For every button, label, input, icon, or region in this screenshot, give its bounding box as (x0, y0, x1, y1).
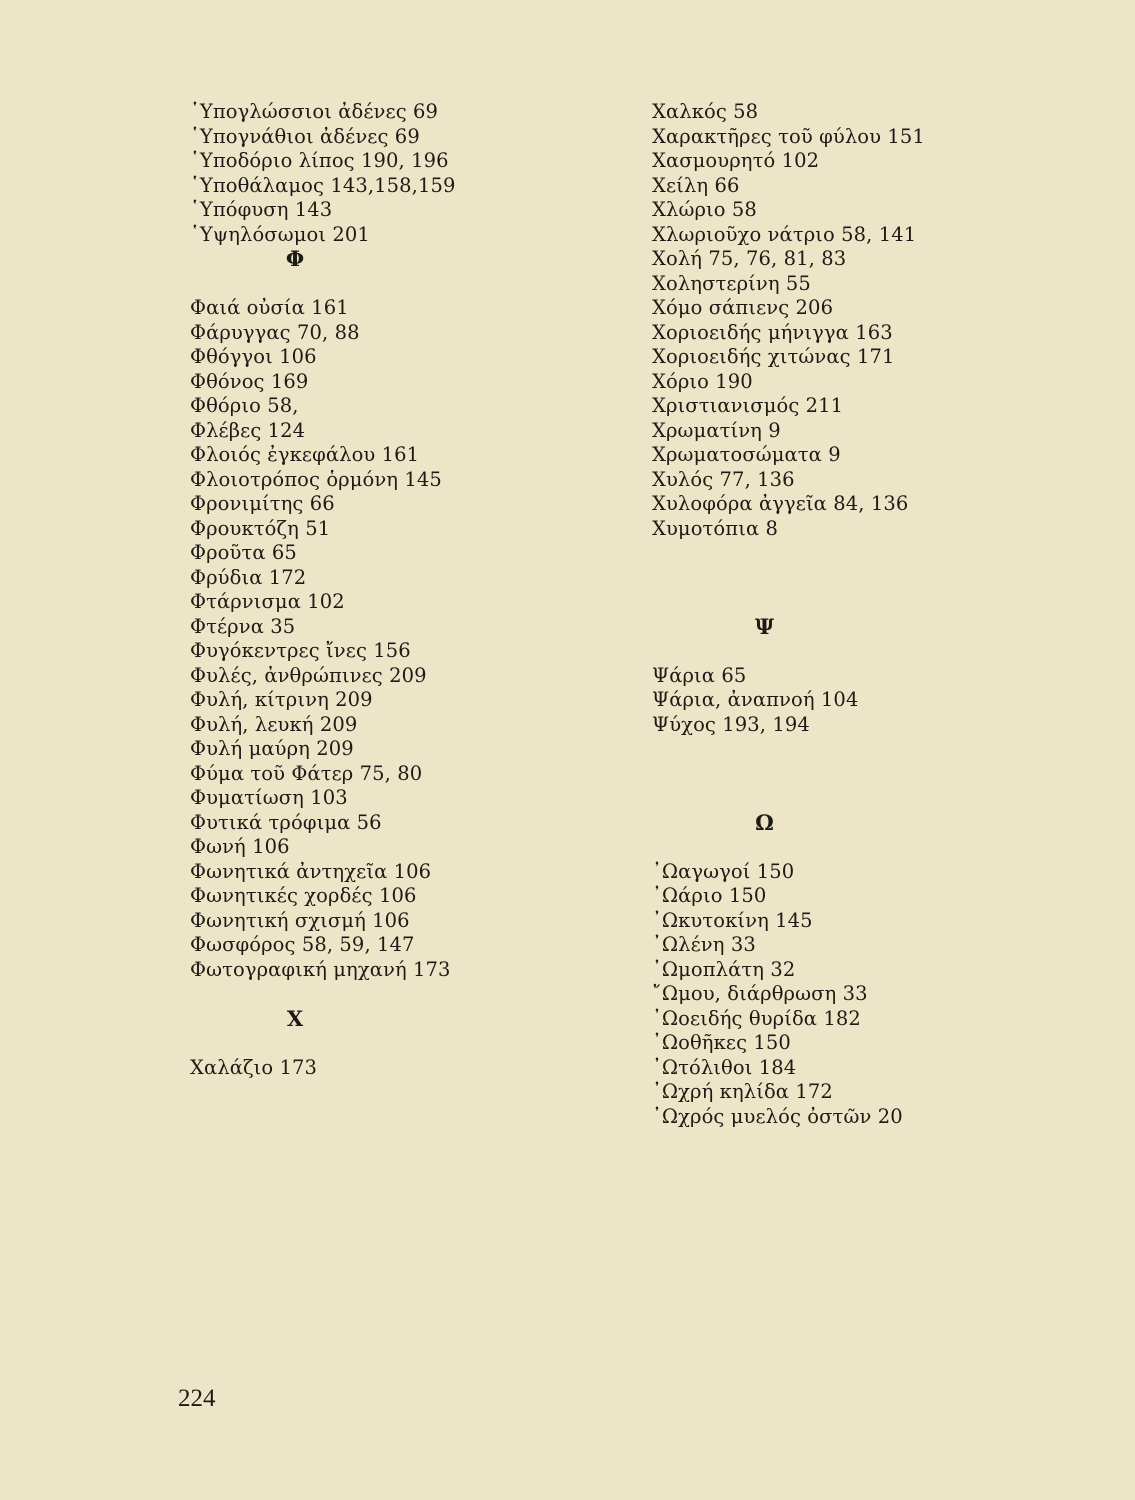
right-column (652, 100, 1092, 1129)
index-entry: Ψάρια 65 (652, 663, 747, 687)
index-entry: ῾Υπογλώσσιοι ἀδένες 69 (190, 100, 439, 123)
index-entry: ᾿Ωοθῆκες 150 (652, 1031, 791, 1054)
index-entry: Χριστιανισμός 211 (652, 394, 844, 417)
index-entry: Φλοιοτρόπος ὁρμόνη 145 (190, 467, 442, 491)
index-entry: ᾿Ωοειδής θυρίδα 182 (652, 1006, 861, 1030)
index-entry: Χαλκός 58 (652, 100, 759, 123)
spacer (652, 590, 1092, 615)
index-entry: Χλωριοῦχο νάτριο 58, 141 (652, 222, 917, 246)
group-chi (190, 1056, 610, 1081)
index-entry: Φαιά οὐσία 161 (190, 296, 349, 319)
index-entry: Φτάρνισμα 102 (190, 590, 345, 613)
spacer (652, 639, 1092, 664)
index-entry: ῎Ωμου, διάρθρωση 33 (652, 982, 868, 1005)
spacer (190, 1031, 610, 1056)
spacer (190, 272, 610, 297)
index-entry: ᾿Ωχρή κηλίδα 172 (652, 1080, 833, 1103)
group-upsilon (190, 100, 610, 247)
index-entry: Φθόνος 169 (190, 369, 309, 393)
index-entry: ᾿Ωχρός μυελός ὀστῶν 20 (652, 1104, 903, 1128)
index-entry: ῾Υψηλόσωμοι 201 (190, 222, 370, 246)
index-entry: Χολή 75, 76, 81, 83 (652, 247, 847, 270)
index-entry: Χυλοφόρα ἀγγεῖα 84, 136 (652, 492, 909, 515)
group-chi-continued (652, 100, 1092, 541)
index-entry: ῾Υποδόριο λίπος 190, 196 (190, 149, 449, 172)
index-entry: Φρονιμίτης 66 (190, 492, 335, 515)
index-entry: ᾿Ωτόλιθοι 184 (652, 1055, 797, 1079)
section-heading-psi: Ψ (754, 613, 775, 639)
spacer (190, 982, 610, 1007)
index-entry: Φωτογραφική μηχανή 173 (190, 957, 451, 981)
left-column (190, 100, 610, 1080)
group-omega (652, 860, 1092, 1130)
index-entry: Χυλός 77, 136 (652, 467, 795, 491)
index-entry: ῾Υποθάλαμος 143,158,159 (190, 173, 456, 197)
index-entry: Φρουκτόζη 51 (190, 516, 331, 540)
index-entry: ᾿Ωκυτοκίνη 145 (652, 908, 813, 932)
index-entry: Φυλή μαύρη 209 (190, 737, 354, 760)
index-entry: Χρωματίνη 9 (652, 418, 781, 442)
index-entry: Ψάρια, ἀναπνοή 104 (652, 688, 859, 711)
index-entry: Χαρακτῆρες τοῦ φύλου 151 (652, 124, 925, 148)
index-entry: Φωνητικές χορδές 106 (190, 884, 417, 907)
index-entry: Φθόγγοι 106 (190, 345, 317, 368)
index-entry: Χείλη 66 (652, 173, 740, 197)
spacer (652, 835, 1092, 860)
index-entry: ᾿Ωμοπλάτη 32 (652, 957, 796, 981)
index-entry: Φροῦτα 65 (190, 541, 297, 564)
index-entry: Φωνητικά ἀντηχεῖα 106 (190, 859, 432, 883)
index-entry: ᾿Ωλένη 33 (652, 933, 756, 956)
index-entry: Χόμο σάπιενς 206 (652, 296, 834, 319)
index-entry: Φωνή 106 (190, 835, 290, 858)
group-phi (190, 296, 610, 982)
index-entry: Χασμουρητό 102 (652, 149, 820, 172)
section-heading-phi: Φ (285, 246, 305, 271)
index-entry: Χοριοειδής μήνιγγα 163 (652, 320, 893, 344)
index-entry: Χαλάζιο 173 (190, 1055, 318, 1079)
index-entry: Φλέβες 124 (190, 418, 306, 442)
index-entry: Ψύχος 193, 194 (652, 712, 810, 736)
section-heading-omega: Ω (755, 809, 774, 835)
index-entry: Φάρυγγας 70, 88 (190, 320, 360, 344)
spacer (652, 786, 1092, 811)
index-entry: ῾Υπόφυση 143 (190, 198, 333, 221)
index-entry: ᾿Ωάριο 150 (652, 884, 767, 907)
index-entry: Χόριο 190 (652, 369, 753, 393)
index-entry: Φλοιός ἐγκεφάλου 161 (190, 443, 420, 466)
index-entry: Φυματίωση 103 (190, 786, 348, 809)
index-entry: Φωνητική σχισμή 106 (190, 908, 410, 932)
index-entry: Φυλές, ἀνθρώπινες 209 (190, 663, 427, 687)
index-entry: Φυλή, λευκή 209 (190, 712, 358, 736)
section-heading-chi: X (286, 1005, 304, 1031)
index-entry: Χυμοτόπια 8 (652, 516, 779, 540)
page-number: 224 (178, 1385, 216, 1412)
index-entry: ῾Υπογνάθιοι ἀδένες 69 (190, 124, 420, 148)
index-entry: Φτέρνα 35 (190, 614, 296, 638)
spacer (652, 737, 1092, 786)
index-entry: Φωσφόρος 58, 59, 147 (190, 933, 415, 956)
index-entry: Χλώριο 58 (652, 198, 757, 221)
index-entry: Φυτικά τρόφιμα 56 (190, 810, 382, 834)
index-entry: Φύμα τοῦ Φάτερ 75, 80 (190, 761, 423, 785)
index-entry: Φρύδια 172 (190, 565, 307, 589)
index-entry: ᾿Ωαγωγοί 150 (652, 859, 795, 883)
index-entry: Χρωματοσώματα 9 (652, 443, 841, 466)
index-entry: Χοριοειδής χιτώνας 171 (652, 345, 895, 368)
index-entry: Φυλή, κίτρινη 209 (190, 688, 373, 711)
group-psi (652, 664, 1092, 738)
index-entry: Φυγόκεντρες ἴνες 156 (190, 639, 411, 662)
spacer (652, 541, 1092, 590)
index-entry: Χοληστερίνη 55 (652, 271, 811, 295)
index-entry: Φθόριο 58, (190, 394, 299, 417)
